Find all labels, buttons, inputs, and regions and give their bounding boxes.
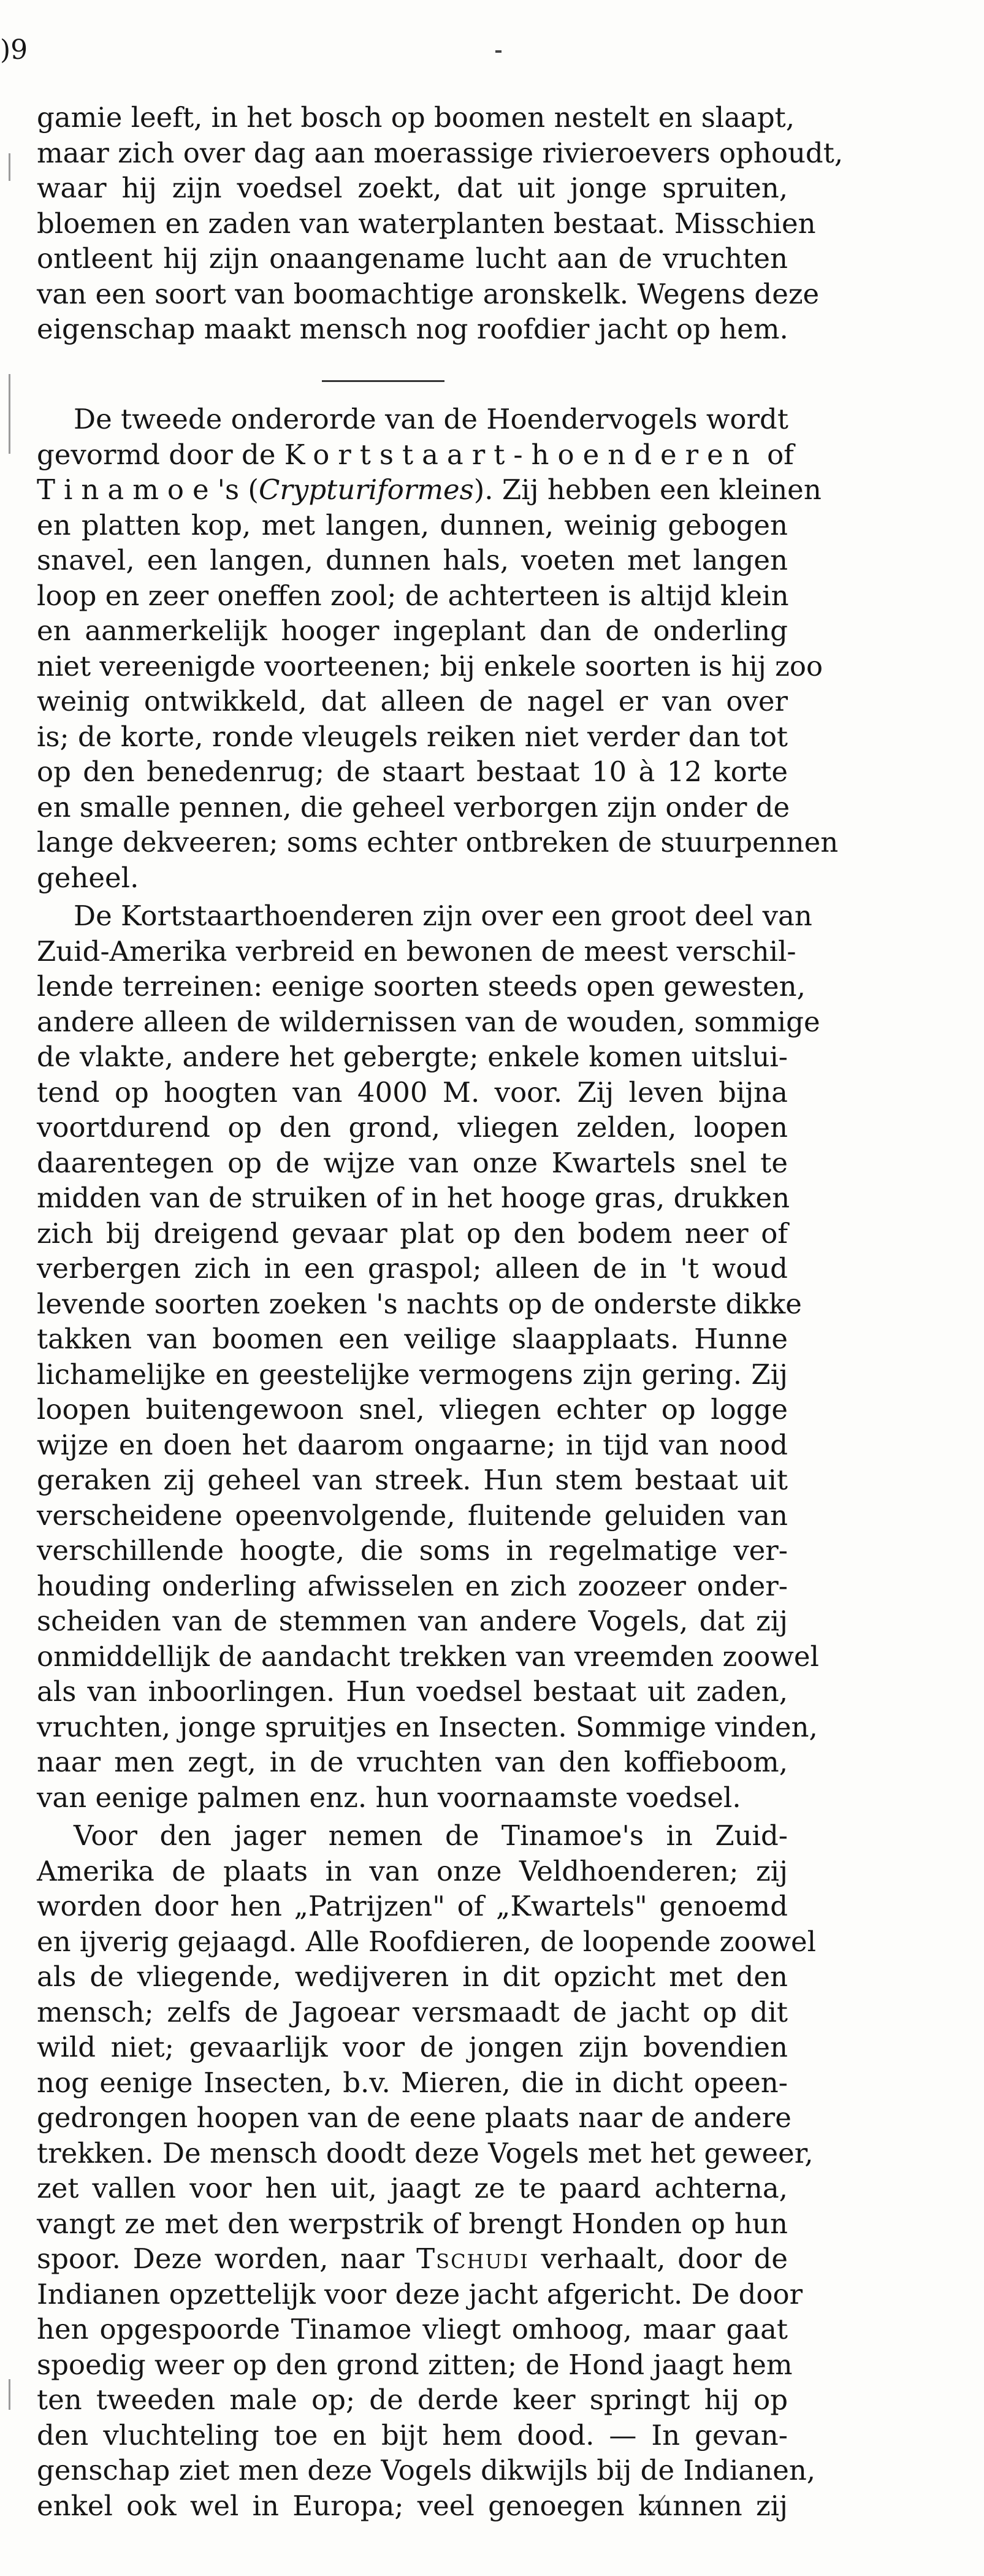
text-line: niet vereenigde voorteenen; bij enkele soorten is hij zoo <box>37 649 823 682</box>
text-line: loop en zeer oneffen zool; de achterteen is altijd klein <box>37 579 789 612</box>
pencil-mark-icon <box>647 2493 671 2517</box>
text-run: verhaalt, door de <box>528 2242 788 2275</box>
text-line: daarentegen op de wijze van onze Kwartels snel te <box>37 1146 788 1179</box>
text-line: gedrongen hoopen van de eene plaats naar de andere <box>37 2101 791 2134</box>
spaced-term: Kortstaart-hoenderen <box>284 438 758 471</box>
text-line: trekken. De mensch doodt deze Vogels met het geweer, <box>37 2136 814 2169</box>
text-line: midden van de struiken of in het hooge gras, drukken <box>37 1182 790 1214</box>
paragraph-hunting <box>37 1818 817 2523</box>
text-line: en ijverig gejaagd. Alle Roofdieren, de loopende zoowel <box>37 1925 817 1958</box>
text-line: onmiddellijk de aandacht trekken van vreemden zoowel <box>37 1640 819 1673</box>
text-line: scheiden van de stemmen van andere Vogels, dat zij <box>37 1605 788 1637</box>
text-line: takken van boomen een veilige slaapplaats. Hunne <box>37 1323 788 1355</box>
text-line: als van inboorlingen. Hun voedsel bestaat uit zaden, <box>37 1675 788 1708</box>
text-line: den vluchteling toe en bijt hem dood. — In gevan- <box>37 2418 788 2452</box>
text-line: gamie leeft, in het bosch op boomen nestelt en slaapt, <box>37 101 795 134</box>
margin-rule-3 <box>9 2379 10 2410</box>
text-line: verbergen zich in een graspol; alleen de in 't woud <box>37 1252 788 1285</box>
text-run: 's ( <box>217 473 259 506</box>
text-line: Indianen opzettelijk voor deze jacht afgericht. De door <box>37 2277 803 2310</box>
text-line: ontleent hij zijn onaangename lucht aan de vruchten <box>37 242 788 275</box>
text-line: vruchten, jonge spruitjes en Insecten. Sommige vinden, <box>37 1710 818 1743</box>
text-line: Voor den jager nemen de Tinamoe's in Zuid- <box>74 1819 788 1852</box>
text-line <box>37 472 822 508</box>
text-line: spoedig weer op den grond zitten; de Hond jaagt hem <box>37 2348 793 2381</box>
page-number: )9 <box>0 34 28 66</box>
text-line: als de vliegende, wedijveren in dit opzicht met den <box>37 1960 788 1993</box>
margin-rule-1 <box>9 153 10 181</box>
text-line: vangt ze met den werpstrik of brengt Honden op hun <box>37 2207 788 2240</box>
margin-rule-2 <box>9 374 10 454</box>
spaced-term: Tinamoe <box>37 473 218 506</box>
text-line: lichamelijke en geestelijke vermogens zijn gering. Zij <box>37 1358 788 1391</box>
section-divider <box>322 380 444 382</box>
text-line: loopen buitengewoon snel, vliegen echter op logge <box>37 1393 788 1426</box>
text-line: geheel. <box>37 861 139 894</box>
paragraph-tinamous-intro <box>37 402 839 895</box>
text-run: spoor. Deze worden, naar <box>37 2242 417 2275</box>
text-line: Zuid-Amerika verbreid en bewonen de meest verschil- <box>37 934 796 968</box>
text-line: voortdurend op den grond, vliegen zelden, loopen <box>37 1111 788 1144</box>
text-line: waar hij zijn voedsel zoekt, dat uit jonge spruiten, <box>37 172 788 204</box>
text-line: en platten kop, met langen, dunnen, weinig gebogen <box>37 508 788 541</box>
text-line: wijze en doen het daarom ongaarne; in tijd van nood <box>37 1428 788 1461</box>
text-line: houding onderling afwisselen en zich zoozeer onder- <box>37 1569 788 1602</box>
text-line: levende soorten zoeken 's nachts op de onderste dikke <box>37 1287 802 1320</box>
text-line: geraken zij geheel van streek. Hun stem bestaat uit <box>37 1464 788 1496</box>
text-run: ). Zij hebben een kleinen <box>473 473 822 506</box>
text-line: eigenschap maakt mensch nog roofdier jacht op hem. <box>37 313 788 345</box>
text-line: worden door hen „Patrijzen" of „Kwartels" genoemd <box>37 1890 788 1922</box>
text-line: de vlakte, andere het gebergte; enkele komen uitslui- <box>37 1041 788 1073</box>
text-line: andere alleen de wildernissen van de wouden, sommige <box>37 1005 820 1038</box>
text-line: hen opgespoorde Tinamoe vliegt omhoog, maar gaat <box>37 2313 788 2345</box>
text-line: snavel, een langen, dunnen hals, voeten met langen <box>37 544 788 576</box>
text-line: is; de korte, ronde vleugels reiken niet verder dan tot <box>37 720 788 753</box>
text-line: weinig ontwikkeld, dat alleen de nagel er van over <box>37 685 788 717</box>
text-run: of <box>758 438 794 471</box>
text-line: maar zich over dag aan moerassige rivieroevers ophoudt, <box>37 136 844 169</box>
text-line: en smalle pennen, die geheel verborgen zijn onder de <box>37 790 790 824</box>
text-line: tend op hoogten van 4000 M. voor. Zij leven bijna <box>37 1076 788 1109</box>
text-line: De tweede onderorde van de Hoendervogels wordt <box>74 403 788 435</box>
text-line: mensch; zelfs de Jagoear versmaadt de jacht op dit <box>37 1995 788 2028</box>
print-speck <box>495 50 502 53</box>
paragraph-distribution <box>37 898 820 1815</box>
text-line: wild niet; gevaarlijk voor de jongen zijn bovendien <box>37 2031 788 2063</box>
text-line: naar men zegt, in de vruchten van den koffieboom, <box>37 1746 788 1778</box>
text-line <box>37 437 794 473</box>
text-line: van een soort van boomachtige aronskelk. Wegens deze <box>37 277 820 310</box>
text-line: zet vallen voor hen uit, jaagt ze te paard achterna, <box>37 2172 788 2204</box>
text-line: lende terreinen: eenige soorten steeds open gewesten, <box>37 970 806 1003</box>
paragraph-continuation <box>37 100 844 347</box>
text-line <box>37 2241 788 2277</box>
text-line: nog eenige Insecten, b.v. Mieren, die in dicht opeen- <box>37 2066 788 2099</box>
text-line: Amerika de plaats in van onze Veldhoenderen; zij <box>37 1854 788 1887</box>
text-line: enkel ook wel in Europa; veel genoegen kunnen zij <box>37 2489 788 2522</box>
italic-term: Crypturiformes <box>258 473 474 506</box>
text-line: en aanmerkelijk hooger ingeplant dan de onderling <box>37 614 788 647</box>
text-line: lange dekveeren; soms echter ontbreken de stuurpennen <box>37 826 839 858</box>
text-line: ten tweeden male op; de derde keer springt hij op <box>37 2383 788 2416</box>
text-run: gevormd door de <box>37 438 284 471</box>
text-line: van eenige palmen enz. hun voornaamste voedsel. <box>37 1781 741 1814</box>
text-line: verscheidene opeenvolgende, fluitende geluiden van <box>37 1499 788 1532</box>
text-line: zich bij dreigend gevaar plat op den bodem neer of <box>37 1217 788 1250</box>
text-line: op den benedenrug; de staart bestaat 10 à 12 korte <box>37 755 788 788</box>
text-line: genschap ziet men deze Vogels dikwijls bij de Indianen, <box>37 2454 816 2486</box>
text-line: bloemen en zaden van waterplanten bestaat. Misschien <box>37 207 816 240</box>
text-line: verschillende hoogte, die soms in regelmatige ver- <box>37 1534 788 1567</box>
author-name: Tschudi <box>416 2242 529 2275</box>
text-line: De Kortstaarthoenderen zijn over een groot deel van <box>74 900 812 932</box>
